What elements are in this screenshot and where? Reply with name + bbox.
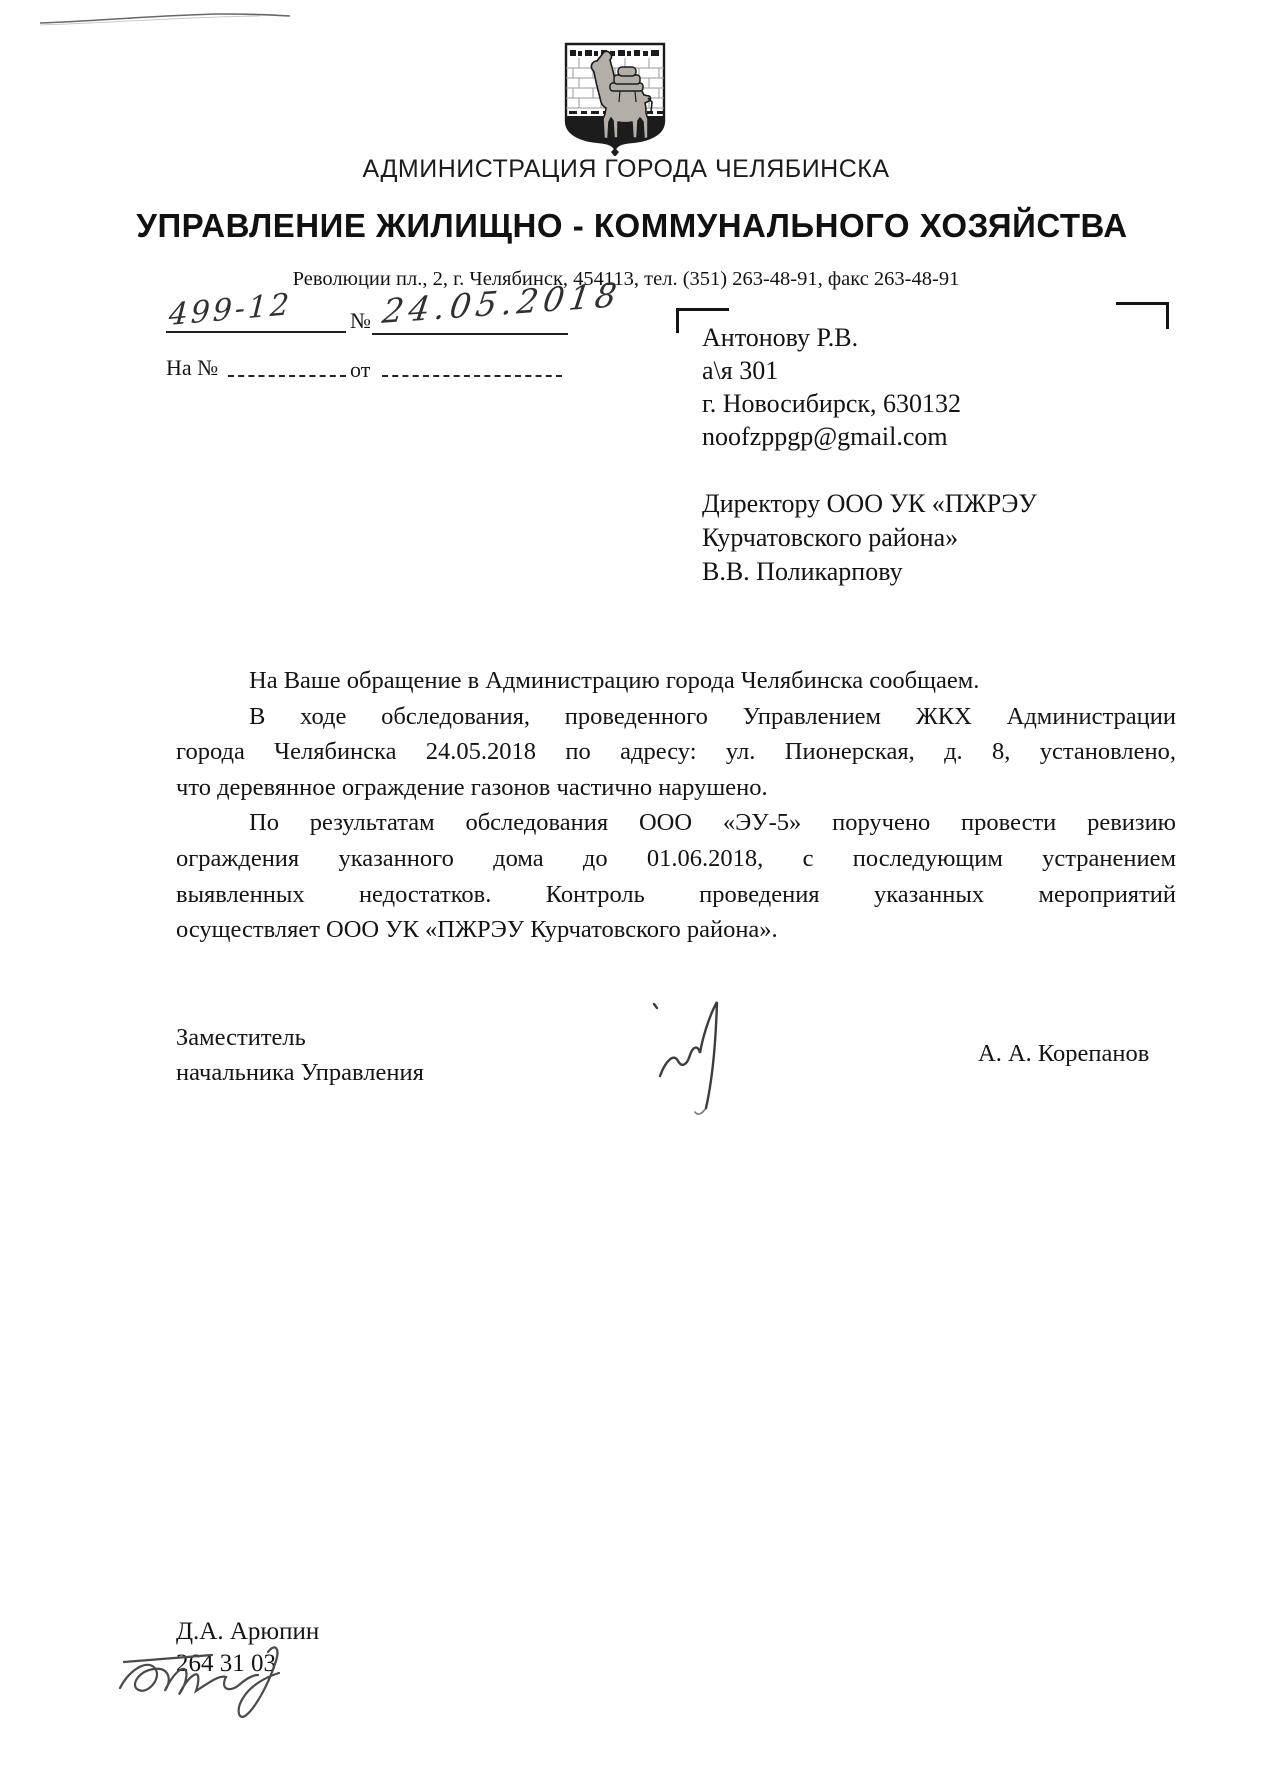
recipient2-line: В.В. Поликарпову: [702, 557, 903, 586]
outgoing-number-handwritten: 499-12: [168, 286, 293, 333]
scan-artifact-line: [30, 6, 300, 32]
signer-name: А. А. Корепанов: [978, 1040, 1150, 1067]
recipient-city: г. Новосибирск, 630132: [702, 389, 962, 418]
address-corner-mark-right: [1116, 302, 1169, 329]
recipient2-line: Курчатовского района»: [702, 523, 959, 552]
signer-position-line: Заместитель: [176, 1024, 306, 1051]
body-line: ограждения указанного дома до 01.06.2018, с последующим устранением: [176, 844, 1176, 872]
org-title: УПРАВЛЕНИЕ ЖИЛИЩНО - КОММУНАЛЬНОГО ХОЗЯЙСТВА: [136, 207, 1128, 244]
parent-org-title: АДМИНИСТРАЦИЯ ГОРОДА ЧЕЛЯБИНСКА: [362, 155, 890, 183]
signer-position: [176, 1020, 424, 1090]
signature-scribble-main: [632, 988, 772, 1120]
chelyabinsk-coat-of-arms-emblem: [563, 42, 667, 156]
signer-position-line: начальника Управления: [176, 1059, 424, 1086]
reply-number-blank-line: [228, 375, 346, 377]
number-sign-label: №: [350, 308, 371, 333]
recipient-block-2: [702, 487, 1037, 589]
letter-body: [176, 663, 1176, 948]
signature-scribble-executor: [116, 1640, 356, 1732]
reply-to-number-label: На №: [166, 355, 219, 380]
body-line: выявленных недостатков. Контроль проведения указанных мероприятий: [176, 880, 1176, 908]
body-line: города Челябинска 24.05.2018 по адресу: ул. Пионерская, д. 8, установлено,: [176, 738, 1176, 766]
body-line: осуществляет ООО УК «ПЖРЭУ Курчатовского района».: [176, 916, 778, 944]
recipient-po-box: а\я 301: [702, 356, 779, 385]
reply-date-blank-line: [382, 375, 562, 377]
recipient-name: Антонову Р.В.: [702, 323, 859, 352]
reply-from-label: от: [350, 357, 371, 382]
body-line: В ходе обследования, проведенного Управлением ЖКХ Администрации: [249, 702, 1176, 730]
executor-name: Д.А. Арюпин: [176, 1618, 320, 1645]
date-blank-line: [372, 333, 568, 335]
date-handwritten: 24.05.2018: [380, 274, 624, 331]
number-blank-line: [166, 331, 346, 333]
recipient2-line: Директору ООО УК «ПЖРЭУ: [702, 489, 1037, 518]
body-line: По результатам обследования ООО «ЭУ-5» поручено провести ревизию: [249, 809, 1176, 837]
body-line: что деревянное ограждение газонов частично нарушено.: [176, 773, 768, 801]
org-address-line: Революции пл., 2, г. Челябинск, 454113, тел. (351) 263-48-91, факс 263-48-91: [292, 268, 960, 290]
recipient-email: noofzppgp@gmail.com: [702, 422, 948, 451]
recipient-block: [702, 321, 961, 453]
executor-phone: 264 31 03: [176, 1650, 276, 1677]
body-line: На Ваше обращение в Администрацию города Челябинска сообщаем.: [249, 667, 980, 694]
